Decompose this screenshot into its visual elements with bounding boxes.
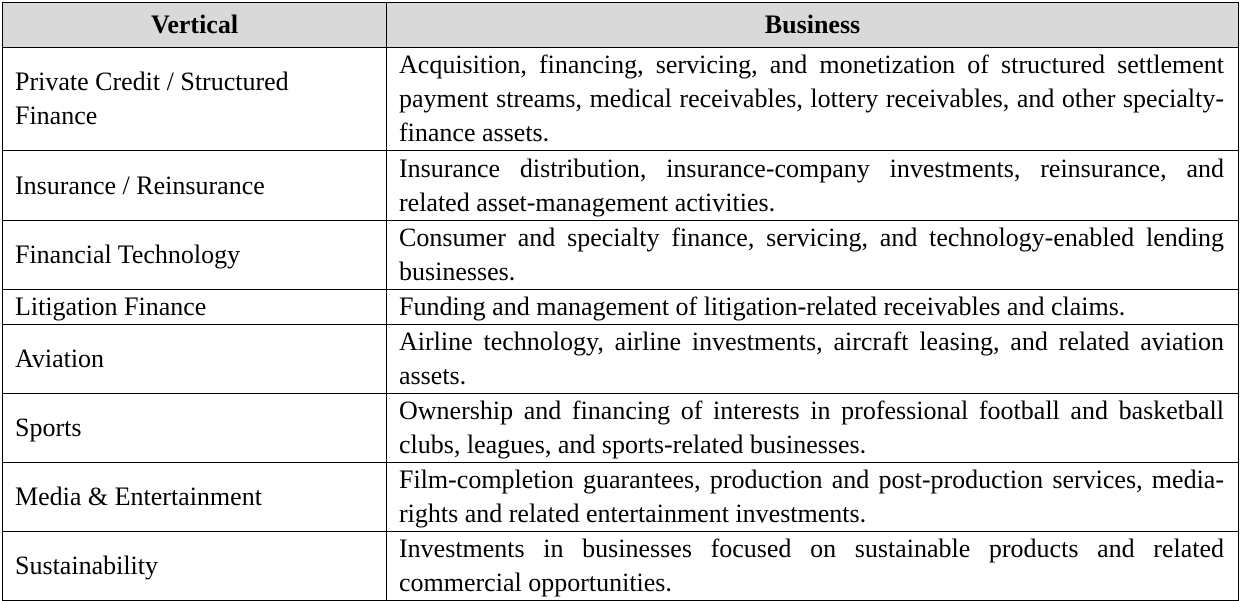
vertical-cell: Aviation xyxy=(3,325,387,394)
business-cell: Insurance distribution, insurance-company investments, reinsurance, and related asset-management activities. xyxy=(387,151,1239,221)
business-cell: Ownership and financing of interests in professional football and basketball clubs, leagues, and sports-related businesses. xyxy=(387,394,1239,463)
business-cell: Consumer and specialty finance, servicing, and technology-enabled lending businesses. xyxy=(387,221,1239,290)
header-vertical: Vertical xyxy=(3,3,387,48)
vertical-cell: Insurance / Reinsurance xyxy=(3,151,387,221)
business-cell: Funding and management of litigation-related receivables and claims. xyxy=(387,290,1239,325)
vertical-cell: Financial Technology xyxy=(3,221,387,290)
header-row xyxy=(3,3,1239,48)
table-row xyxy=(3,532,1239,601)
vertical-cell: Sports xyxy=(3,394,387,463)
table-row xyxy=(3,151,1239,221)
vertical-cell: Private Credit / Structured Finance xyxy=(3,48,387,151)
table-row xyxy=(3,394,1239,463)
business-cell: Film-completion guarantees, production and post-production services, media-rights and related entertainment investments. xyxy=(387,463,1239,532)
vertical-cell: Media & Entertainment xyxy=(3,463,387,532)
vertical-cell: Litigation Finance xyxy=(3,290,387,325)
business-cell: Acquisition, financing, servicing, and monetization of structured settlement payment streams, medical receivables, lottery receivables, and other specialty-finance assets. xyxy=(387,48,1239,151)
verticals-table xyxy=(2,2,1239,601)
table-row xyxy=(3,463,1239,532)
table-row xyxy=(3,325,1239,394)
table-row xyxy=(3,48,1239,151)
business-cell: Investments in businesses focused on sustainable products and related commercial opportunities. xyxy=(387,532,1239,601)
vertical-cell: Sustainability xyxy=(3,532,387,601)
table-row xyxy=(3,221,1239,290)
business-cell: Airline technology, airline investments, aircraft leasing, and related aviation assets. xyxy=(387,325,1239,394)
header-business: Business xyxy=(387,3,1239,48)
table-row xyxy=(3,290,1239,325)
